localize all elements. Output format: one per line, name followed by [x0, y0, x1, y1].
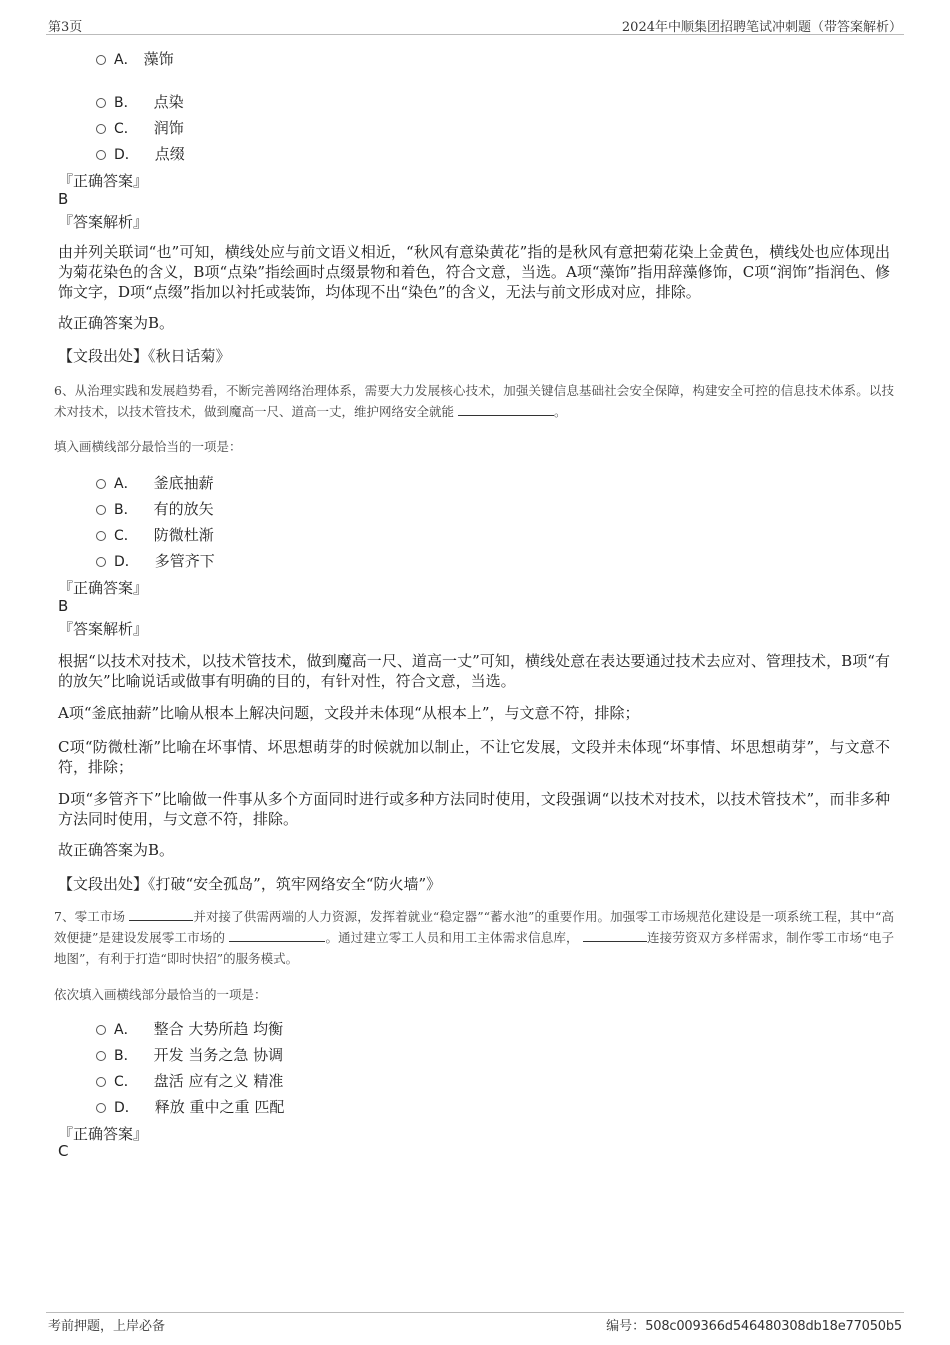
q6-analysis-1: 根据“以技术对技术，以技术管技术，做到魔高一尺、道高一丈”可知，横线处意在表达要通过技术去应对、管理技术，B项“有的放矢”比喻说话或做事有明确的目的，有针对性，符合文意，当选。 — [58, 652, 890, 690]
q6-analysis-label: 『答案解析』 — [58, 620, 149, 638]
page-number: 第3页 — [48, 20, 83, 35]
q5-analysis: 由并列关联词“也”可知，横线处应与前文语义相近，“秋风有意染黄花”指的是秋风有意把菊花染上金黄色，横线处也应体现出为菊花染色的含义，B项“点染”指绘画时点缀景物和着色，符合文意，当选。A项“藻饰”指用辞藻修饰，C项“润饰”指润色、修饰文字，D项“点缀”指加以衬托或装饰，均体现不出“染色”的含义，无法与前文形成对应，排除。 — [58, 243, 890, 301]
q6-question: 6、从治理实践和发展趋势看，不断完善网络治理体系，需要大力发展核心技术，加强关键信息基础社会安全保障，构建安全可控的信息技术体系。以技术对技术，以技术管技术，做到魔高一尺、道高一丈，维护网络安全就能 。 — [54, 383, 894, 419]
q6-option-c[interactable]: C． 防微杜渐 — [96, 524, 214, 545]
radio-icon[interactable] — [96, 98, 106, 108]
q5-option-d[interactable]: D． 点缀 — [96, 143, 185, 164]
radio-icon[interactable] — [96, 479, 106, 489]
page-header — [46, 14, 904, 35]
q6-option-a[interactable]: A． 釜底抽薪 — [96, 472, 214, 493]
footer-slogan: 考前押题，上岸必备 — [48, 1319, 166, 1334]
q7-prompt: 依次填入画横线部分最恰当的一项是： — [54, 987, 267, 1002]
q5-answer-label: 『正确答案』 — [58, 172, 149, 190]
q6-analysis-2: A项“釜底抽薪”比喻从根本上解决问题，文段并未体现“从根本上”，与文意不符，排除； — [58, 704, 640, 722]
q7-blank-2 — [229, 929, 325, 942]
radio-icon[interactable] — [96, 55, 106, 65]
q5-conclusion: 故正确答案为B。 — [58, 314, 175, 332]
q6-option-d[interactable]: D． 多管齐下 — [96, 550, 215, 571]
q7-question: 7、零工市场 并对接了供需两端的人力资源，发挥着就业“稳定器”“蓄水池”的重要作用。加强零工市场规范化建设是一项系统工程，其中“高效便捷”是建设发展零工市场的 。通过建立零工人员和用工主体需求信息库， 连接劳资双方多样需求，制作零工市场“电子地图”，有利于打造“即时快招”的服务模式。 — [54, 909, 894, 966]
q7-answer: C — [58, 1142, 69, 1160]
radio-icon[interactable] — [96, 531, 106, 541]
q7-blank-1 — [129, 908, 193, 921]
q7-option-b[interactable]: B． 开发 当务之急 协调 — [96, 1044, 283, 1065]
q6-conclusion: 故正确答案为B。 — [58, 841, 175, 859]
q5-option-a[interactable]: A． 藻饰 — [96, 48, 174, 69]
radio-icon[interactable] — [96, 150, 106, 160]
q5-option-b[interactable]: B． 点染 — [96, 91, 184, 112]
q7-blank-3 — [583, 929, 647, 942]
q6-source: 【文段出处】《打破“安全孤岛”，筑牢网络安全“防火墙”》 — [58, 875, 442, 893]
q6-blank — [458, 403, 554, 416]
radio-icon[interactable] — [96, 1103, 106, 1113]
q5-option-c[interactable]: C． 润饰 — [96, 117, 184, 138]
radio-icon[interactable] — [96, 1051, 106, 1061]
document-id: 编号：508c009366d546480308db18e77050b5 — [606, 1319, 902, 1334]
q6-analysis-3: C项“防微杜渐”比喻在坏事情、坏思想萌芽的时候就加以制止，不让它发展，文段并未体现“坏事情、坏思想萌芽”，与文意不符，排除； — [58, 738, 890, 776]
q5-analysis-label: 『答案解析』 — [58, 213, 149, 231]
q5-source: 【文段出处】《秋日话菊》 — [58, 347, 231, 365]
radio-icon[interactable] — [96, 1077, 106, 1087]
q6-answer-label: 『正确答案』 — [58, 579, 149, 597]
q6-analysis-4: D项“多管齐下”比喻做一件事从多个方面同时进行或多种方法同时使用，文段强调“以技术对技术，以技术管技术”，而非多种方法同时使用，与文意不符，排除。 — [58, 790, 890, 828]
q7-option-d[interactable]: D． 释放 重中之重 匹配 — [96, 1096, 284, 1117]
q6-prompt: 填入画横线部分最恰当的一项是： — [54, 439, 242, 454]
document-title: 2024年中顺集团招聘笔试冲刺题（带答案解析） — [621, 20, 902, 35]
radio-icon[interactable] — [96, 557, 106, 567]
radio-icon[interactable] — [96, 1025, 106, 1035]
q6-option-b[interactable]: B． 有的放矢 — [96, 498, 214, 519]
q7-answer-label: 『正确答案』 — [58, 1125, 149, 1143]
page-footer — [46, 1312, 904, 1335]
q7-option-c[interactable]: C． 盘活 应有之义 精准 — [96, 1070, 283, 1091]
radio-icon[interactable] — [96, 124, 106, 134]
q5-answer: B — [58, 190, 69, 208]
q6-answer: B — [58, 597, 69, 615]
q7-option-a[interactable]: A． 整合 大势所趋 均衡 — [96, 1018, 283, 1039]
radio-icon[interactable] — [96, 505, 106, 515]
